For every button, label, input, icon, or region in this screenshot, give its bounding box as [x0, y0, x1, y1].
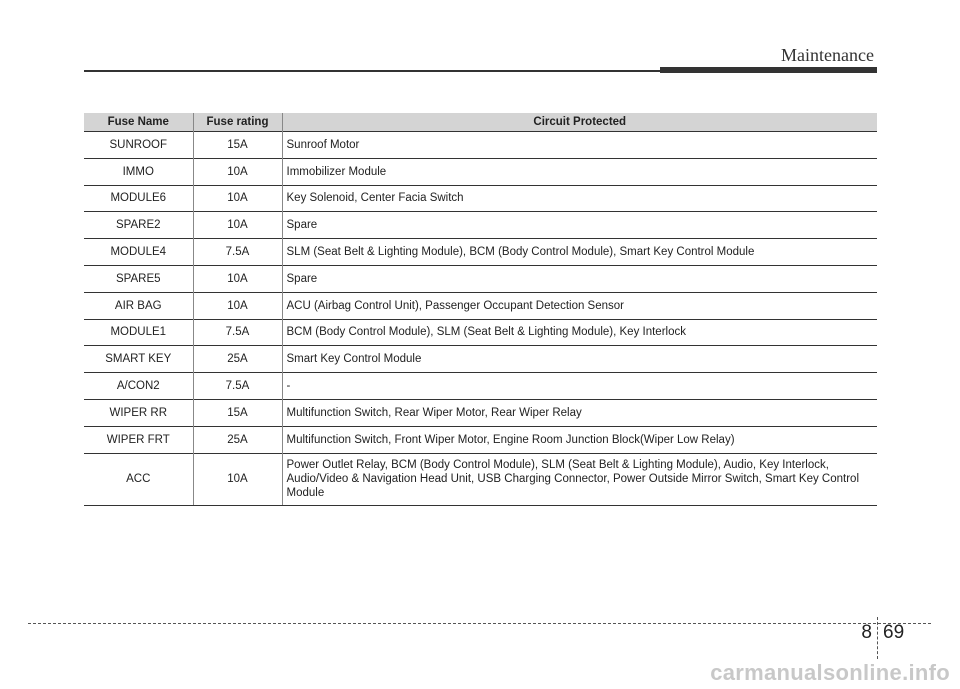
- table-row: [84, 158, 877, 185]
- header-rule-thick: [660, 67, 877, 73]
- fuse-rating: 7.5A: [193, 319, 282, 346]
- fuse-rating: 10A: [193, 453, 282, 505]
- fuse-name: SMART KEY: [84, 346, 193, 373]
- circuit-protected: Spare: [282, 265, 877, 292]
- fuse-rating: 10A: [193, 158, 282, 185]
- table-row: [84, 346, 877, 373]
- fuse-name: A/CON2: [84, 373, 193, 400]
- fuse-rating: 7.5A: [193, 239, 282, 266]
- page-number-separator: [877, 617, 878, 659]
- table-row: [84, 319, 877, 346]
- fuse-name: WIPER FRT: [84, 426, 193, 453]
- fuse-name: SPARE5: [84, 265, 193, 292]
- footer-rule: [28, 623, 931, 624]
- table-row: [84, 292, 877, 319]
- circuit-protected: Immobilizer Module: [282, 158, 877, 185]
- circuit-protected: Multifunction Switch, Rear Wiper Motor, Rear Wiper Relay: [282, 399, 877, 426]
- chapter-number: 8: [861, 622, 872, 643]
- fuse-rating: 10A: [193, 265, 282, 292]
- circuit-protected: Key Solenoid, Center Facia Switch: [282, 185, 877, 212]
- table-header-row: [84, 113, 877, 132]
- fuse-name: SUNROOF: [84, 132, 193, 159]
- fuse-name: MODULE4: [84, 239, 193, 266]
- table-row: [84, 239, 877, 266]
- fuse-rating: 10A: [193, 212, 282, 239]
- table-row: [84, 265, 877, 292]
- fuse-rating: 25A: [193, 426, 282, 453]
- table-row: [84, 399, 877, 426]
- watermark: carmanualsonline.info: [710, 660, 950, 685]
- circuit-protected: SLM (Seat Belt & Lighting Module), BCM (Body Control Module), Smart Key Control Module: [282, 239, 877, 266]
- fuse-rating: 15A: [193, 132, 282, 159]
- fuse-name: MODULE6: [84, 185, 193, 212]
- table-row: [84, 373, 877, 400]
- fuse-name: WIPER RR: [84, 399, 193, 426]
- circuit-protected: Smart Key Control Module: [282, 346, 877, 373]
- circuit-protected: BCM (Body Control Module), SLM (Seat Belt & Lighting Module), Key Interlock: [282, 319, 877, 346]
- section-title: Maintenance: [781, 45, 874, 65]
- circuit-protected: ACU (Airbag Control Unit), Passenger Occupant Detection Sensor: [282, 292, 877, 319]
- fuse-rating: 10A: [193, 185, 282, 212]
- fuse-table: [84, 113, 877, 506]
- fuse-name: IMMO: [84, 158, 193, 185]
- col-header-fuse-rating: Fuse rating: [193, 113, 282, 132]
- table-row: [84, 453, 877, 505]
- circuit-protected: Sunroof Motor: [282, 132, 877, 159]
- table-row: [84, 426, 877, 453]
- fuse-rating: 10A: [193, 292, 282, 319]
- fuse-name: MODULE1: [84, 319, 193, 346]
- col-header-fuse-name: Fuse Name: [84, 113, 193, 132]
- circuit-protected: Spare: [282, 212, 877, 239]
- col-header-circuit-protected: Circuit Protected: [282, 113, 877, 132]
- table-row: [84, 185, 877, 212]
- fuse-rating: 25A: [193, 346, 282, 373]
- fuse-name: SPARE2: [84, 212, 193, 239]
- circuit-protected: Power Outlet Relay, BCM (Body Control Module), SLM (Seat Belt & Lighting Module), Audio, Key Interlock, Audio/Video & Navigation Head Unit, USB Charging Connector, Power Outside Mirror Switch, Smart Key Control Module: [282, 453, 877, 505]
- circuit-protected: Multifunction Switch, Front Wiper Motor, Engine Room Junction Block(Wiper Low Relay): [282, 426, 877, 453]
- fuse-name: AIR BAG: [84, 292, 193, 319]
- fuse-name: ACC: [84, 453, 193, 505]
- header-rule-thin: [84, 70, 660, 72]
- page-number: 69: [883, 622, 905, 643]
- table-row: [84, 212, 877, 239]
- circuit-protected: -: [282, 373, 877, 400]
- fuse-rating: 7.5A: [193, 373, 282, 400]
- table-row: [84, 132, 877, 159]
- fuse-rating: 15A: [193, 399, 282, 426]
